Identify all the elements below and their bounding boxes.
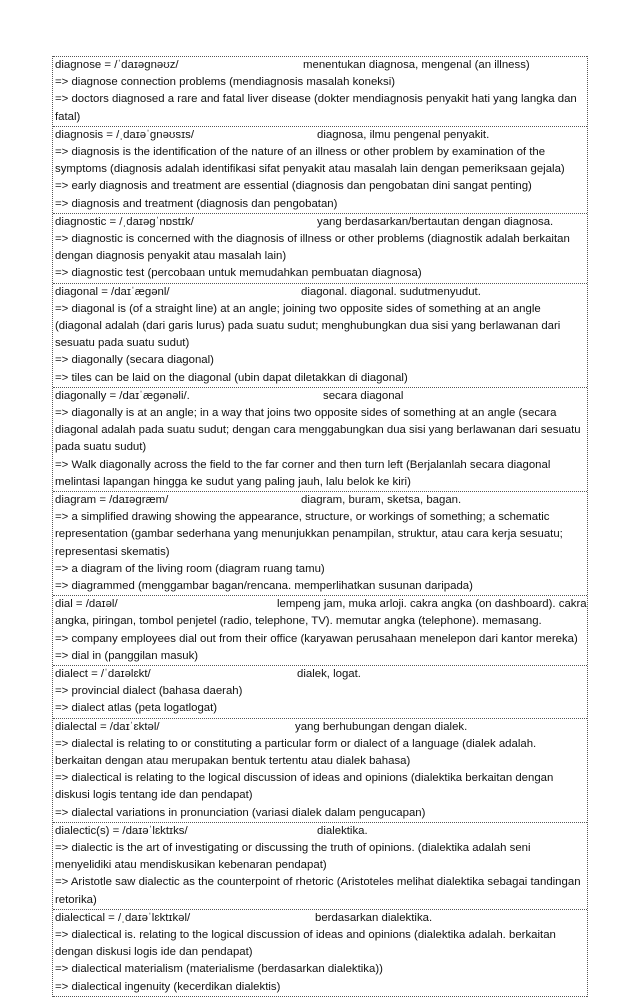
entry-example-line: => diagonally (secara diagonal) <box>55 354 214 367</box>
entry-example-line: => dialectical ingenuity (kecerdikan dialektis) <box>55 980 281 993</box>
dictionary-entry <box>53 491 587 595</box>
entry-example-line: => dialectical materialism (materialisme (berdasarkan dialektika)) <box>55 963 383 976</box>
entry-example-line: => Aristotle saw dialectic as the counterpoint of rhetoric (Aristoteles melihat dialektika sebagai tandingan retorika) <box>55 876 581 906</box>
entry-headword-row <box>55 666 584 683</box>
entry-example-line: => tiles can be laid on the diagonal (ubin dapat diletakkan di diagonal) <box>55 371 408 384</box>
dictionary-entry <box>53 56 587 126</box>
dictionary-entry <box>53 595 587 665</box>
dictionary-entry <box>53 387 587 491</box>
dictionary-entry <box>53 909 587 997</box>
entry-example-line: => dialectical is. relating to the logical discussion of ideas and opinions (dialektika adalah. berkaitan dengan diskusi logis ide dan pendapat) <box>55 928 556 959</box>
entry-example-line: => dialectal is relating to or constituting a particular form or dialect of a language (dialek adalah. berkaitan dengan atau merupakan bentuk tertentu atau dialek bahasa) <box>55 737 537 767</box>
entry-headword: diagnosis = /ˌdaɪəˈgnəʊsɪs/ <box>55 128 195 141</box>
entry-example-line: => company employees dial out from their office (karyawan perusahaan menelepon dari kantor mereka) <box>55 632 578 645</box>
entry-headword: diagnostic = /ˌdaɪəgˈnɒstɪk/ <box>55 215 194 228</box>
entry-example-line: => early diagnosis and treatment are essential (diagnosis dan pengobatan dini sangat penting) <box>55 180 532 193</box>
entry-headword: diagonally = /daɪˈægənəli/. <box>55 389 190 402</box>
entry-example-line: => dialectal variations in pronunciation (variasi dialek dalam pengucapan) <box>55 806 426 819</box>
entry-example-line: => diagnose connection problems (mendiagnosis masalah koneksi) <box>55 76 396 89</box>
dictionary-entry <box>53 718 587 822</box>
entry-headword: dialect = /ˈdaɪəlɛkt/ <box>55 668 151 680</box>
entry-example-line: => diagonal is (of a straight line) at an angle; joining two opposite sides of something at an angle (diagonal adalah (dari garis lurus) pada suatu sudut; menghubungkan dua sisi yang berlawanan dari sesuatu pada suatu sudut) <box>55 302 561 350</box>
entry-translation: menentukan diagnosa, mengenal (an illness) <box>303 59 530 71</box>
entry-example-line: => diagrammed (menggambar bagan/rencana. memperlihatkan susunan daripada) <box>55 580 473 592</box>
entry-example-line: => dial in (panggilan masuk) <box>55 649 199 662</box>
entry-headword: diagram = /daɪəgræm/ <box>55 494 169 506</box>
entry-headword-row <box>55 57 584 74</box>
entry-headword-row <box>55 388 584 405</box>
entry-example-line: => diagonally is at an angle; in a way that joins two opposite sides of something at an angle (secara diagonal adalah pada suatu sudut; dengan cara menggabungkan dua sisi yang berlawanan dari sesuatu pada suatu sudut) <box>55 406 581 454</box>
entry-translation: diagram, buram, sketsa, bagan. <box>301 494 462 506</box>
entry-headword-row <box>55 214 584 231</box>
entry-headword-row <box>55 492 584 509</box>
entry-headword: dial = /daɪəl/ <box>55 598 118 611</box>
entry-example-line: => diagnosis and treatment (diagnosis dan pengobatan) <box>55 197 338 210</box>
entry-translation: yang berdasarkan/bertautan dengan diagnosa. <box>317 215 554 228</box>
dictionary-entry <box>53 213 587 283</box>
entry-example-line: => dialectical is relating to the logical discussion of ideas and opinions (dialektika berkaitan dengan diskusi logis tentang ide dan pendapat) <box>55 772 554 802</box>
entry-headword: dialectal = /daɪˈɛktəl/ <box>55 720 160 733</box>
entry-headword-row <box>55 910 584 927</box>
entry-example-line: => diagnostic test (percobaan untuk memudahkan pembuatan diagnosa) <box>55 267 422 280</box>
entry-translation: lempeng jam, muka arloji. cakra angka (on dashboard). cakra <box>277 598 587 611</box>
entry-headword-row <box>55 719 584 736</box>
dictionary-sheet <box>52 56 588 997</box>
entry-example-line: => dialectic is the art of investigating or discussing the truth of opinions. (dialektika adalah seni menyelidiki atau mendiskusikan kebenaran pendapat) <box>55 841 531 872</box>
entry-example-line: => diagnostic is concerned with the diagnosis of illness or other problems (diagnostik adalah berkaitan dengan diagnosis penyakit atau masalah lain) <box>55 232 570 263</box>
entry-headword: dialectic(s) = /daɪəˈlɛktɪks/ <box>55 824 188 837</box>
entry-example-line: => a simplified drawing showing the appearance, structure, or workings of something; a schematic representation (gambar sederhana yang menunjukkan penampilan, struktur, atau cara kerja sesuatu; representasi skematis) <box>55 511 563 558</box>
entry-example-line: => a diagram of the living room (diagram ruang tamu) <box>55 562 325 575</box>
dictionary-entry <box>53 822 587 909</box>
dictionary-entry <box>53 283 587 387</box>
entry-example-line: => doctors diagnosed a rare and fatal liver disease (dokter mendiagnosis penyakit hati yang langka dan fatal) <box>55 93 577 123</box>
entry-translation: berdasarkan dialektika. <box>315 911 433 924</box>
entry-translation: dialektika. <box>317 824 368 837</box>
entry-headword-row <box>55 127 584 144</box>
dictionary-entry <box>53 126 587 213</box>
entry-example-line: => provincial dialect (bahasa daerah) <box>55 685 243 698</box>
entry-headword-row <box>55 284 584 301</box>
entry-example-line: => diagnosis is the identification of the nature of an illness or other problem by examination of the symptoms (diagnosis adalah identifikasi sifat penyakit atau masalah lain dengan pemeriksaan gejala) <box>55 145 565 176</box>
dictionary-entry <box>53 665 587 718</box>
entry-example-line: angka, piringan, tombol penjetel (radio, telephone, TV). memutar angka (telephone). memasang. <box>55 615 542 628</box>
entry-translation: secara diagonal <box>323 389 404 402</box>
entry-translation: diagonal. diagonal. sudutmenyudut. <box>301 285 481 298</box>
entry-example-line: => Walk diagonally across the field to the far corner and then turn left (Berjalanlah secara diagonal melintasi lapangan hingga ke sudut yang paling jauh, lalu belok ke kiri) <box>55 458 551 488</box>
entry-headword-row <box>55 596 587 613</box>
entry-headword-row <box>55 823 584 840</box>
entry-headword: diagonal = /daɪˈægənl/ <box>55 285 170 298</box>
entry-headword: dialectical = /ˌdaɪəˈlɛktɪkəl/ <box>55 911 191 924</box>
entry-translation: diagnosa, ilmu pengenal penyakit. <box>317 128 490 141</box>
entry-example-line: => dialect atlas (peta logatlogat) <box>55 702 218 715</box>
entry-translation: yang berhubungan dengan dialek. <box>295 720 468 733</box>
entry-headword: diagnose = /ˈdaɪəgnəʊz/ <box>55 59 179 71</box>
entry-translation: dialek, logat. <box>297 668 361 680</box>
